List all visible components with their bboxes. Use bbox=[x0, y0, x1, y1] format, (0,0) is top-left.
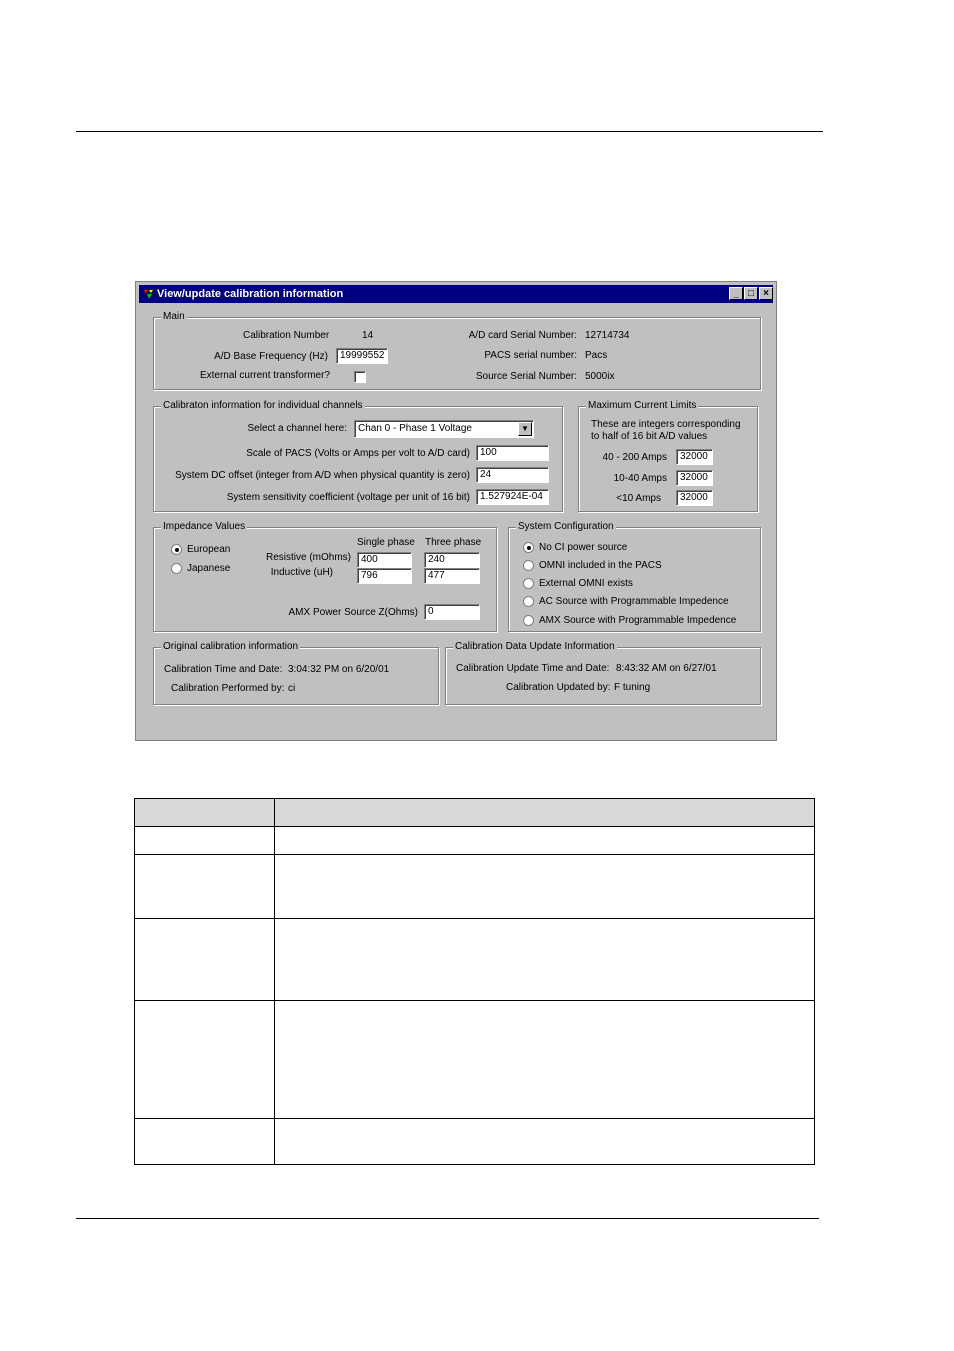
offset-input[interactable]: 24 bbox=[476, 467, 549, 483]
table-cell bbox=[135, 827, 275, 855]
main-group-label: Main bbox=[163, 311, 185, 322]
table-cell bbox=[275, 827, 815, 855]
calibration-dialog bbox=[135, 281, 777, 741]
inductive-label: Inductive (uH) bbox=[270, 567, 333, 578]
table-cell bbox=[135, 855, 275, 919]
calibration-number-value: 14 bbox=[362, 330, 374, 341]
inductive-single-input[interactable]: 796 bbox=[357, 568, 412, 584]
update-information-group bbox=[445, 641, 761, 705]
channel-calibration-group bbox=[153, 400, 563, 512]
table-cell bbox=[135, 919, 275, 1001]
table-header-row bbox=[135, 799, 815, 827]
config-label-ac-source[interactable]: AC Source with Programmable Impedence bbox=[539, 596, 729, 607]
table-row bbox=[135, 827, 815, 855]
app-icon bbox=[143, 289, 154, 300]
sensitivity-input[interactable]: 1.527924E-04 bbox=[476, 489, 549, 505]
inductive-three-input[interactable]: 477 bbox=[424, 568, 480, 584]
limit-input-40-200[interactable]: 32000 bbox=[676, 449, 713, 465]
european-label[interactable]: European bbox=[187, 544, 231, 555]
japanese-label[interactable]: Japanese bbox=[187, 563, 231, 574]
channel-select-value: Chan 0 - Phase 1 Voltage bbox=[358, 423, 472, 434]
table-cell bbox=[275, 1119, 815, 1165]
table-cell bbox=[275, 1001, 815, 1119]
source-serial-label: Source Serial Number: bbox=[475, 371, 577, 382]
table-row bbox=[135, 1001, 815, 1119]
select-channel-label: Select a channel here: bbox=[247, 423, 347, 434]
calibration-number-label: Calibration Number bbox=[243, 330, 330, 341]
external-ct-checkbox[interactable] bbox=[354, 371, 366, 383]
description-table bbox=[134, 798, 815, 1165]
limit-label-10-40: 10-40 Amps bbox=[613, 473, 667, 484]
config-label-no-ci[interactable]: No CI power source bbox=[539, 542, 628, 553]
single-phase-header: Single phase bbox=[357, 537, 415, 548]
table-cell bbox=[275, 799, 815, 827]
update-time-value: 8:43:32 AM on 6/27/01 bbox=[616, 663, 717, 674]
chevron-down-icon[interactable]: ▼ bbox=[518, 422, 532, 436]
table-row bbox=[135, 919, 815, 1001]
close-button[interactable]: × bbox=[759, 287, 773, 300]
title-bar[interactable] bbox=[139, 285, 773, 303]
amx-z-input[interactable]: 0 bbox=[424, 604, 480, 620]
impedance-group bbox=[153, 521, 497, 632]
limit-input-under-10[interactable]: 32000 bbox=[676, 490, 713, 506]
resistive-three-input[interactable]: 240 bbox=[424, 552, 480, 568]
max-current-label: Maximum Current Limits bbox=[588, 400, 697, 411]
max-current-note-1: These are integers corresponding bbox=[591, 419, 741, 430]
table-row bbox=[135, 855, 815, 919]
offset-label: System DC offset (integer from A/D when physical quantity is zero) bbox=[175, 470, 470, 481]
config-radio-no-ci[interactable] bbox=[523, 542, 534, 553]
max-current-group bbox=[578, 400, 758, 512]
max-current-note-2: to half of 16 bit A/D values bbox=[591, 431, 708, 442]
main-group bbox=[153, 311, 761, 390]
table-cell bbox=[275, 855, 815, 919]
resistive-single-input[interactable]: 400 bbox=[357, 552, 412, 568]
original-by-label: Calibration Performed by: bbox=[171, 683, 285, 694]
update-by-value: F tuning bbox=[614, 682, 651, 693]
table-cell bbox=[135, 799, 275, 827]
external-ct-label: External current transformer? bbox=[199, 370, 330, 381]
config-label-omni-included[interactable]: OMNI included in the PACS bbox=[539, 560, 662, 571]
limit-label-under-10: <10 Amps bbox=[616, 493, 661, 504]
system-config-label: System Configuration bbox=[518, 521, 614, 532]
resistive-label: Resistive (mOhms) bbox=[265, 552, 351, 563]
config-label-amx-source[interactable]: AMX Source with Programmable Impedence bbox=[539, 615, 737, 626]
original-time-value: 3:04:32 PM on 6/20/01 bbox=[288, 664, 390, 675]
maximize-button[interactable]: □ bbox=[744, 287, 758, 300]
limit-input-10-40[interactable]: 32000 bbox=[676, 470, 713, 486]
update-group-label: Calibration Data Update Information bbox=[455, 641, 615, 652]
source-serial-value: 5000ix bbox=[585, 371, 615, 382]
pacs-serial-label: PACS serial number: bbox=[484, 350, 577, 361]
three-phase-header: Three phase bbox=[425, 537, 482, 548]
header-rule bbox=[76, 131, 823, 132]
original-calibration-group bbox=[153, 641, 439, 705]
channel-select[interactable] bbox=[354, 420, 534, 438]
european-radio[interactable] bbox=[171, 544, 182, 555]
ad-serial-value: 12714734 bbox=[585, 330, 630, 341]
table-row bbox=[135, 1119, 815, 1165]
original-group-label: Original calibration information bbox=[163, 641, 299, 652]
original-time-label: Calibration Time and Date: bbox=[164, 664, 283, 675]
original-by-value: ci bbox=[288, 683, 296, 694]
limit-label-40-200: 40 - 200 Amps bbox=[602, 452, 667, 463]
ad-serial-label: A/D card Serial Number: bbox=[468, 330, 577, 341]
scale-label: Scale of PACS (Volts or Amps per volt to A/D card) bbox=[246, 448, 470, 459]
minimize-button[interactable]: _ bbox=[729, 287, 743, 300]
pacs-serial-value: Pacs bbox=[585, 350, 608, 361]
channel-group-label: Calibraton information for individual channels bbox=[163, 400, 363, 411]
config-radio-amx-source[interactable] bbox=[523, 615, 534, 626]
footer-rule bbox=[76, 1218, 819, 1219]
config-label-external-omni[interactable]: External OMNI exists bbox=[539, 578, 633, 589]
config-radio-external-omni[interactable] bbox=[523, 578, 534, 589]
table-cell bbox=[275, 919, 815, 1001]
table-cell bbox=[135, 1119, 275, 1165]
config-radio-omni-included[interactable] bbox=[523, 560, 534, 571]
base-frequency-label: A/D Base Frequency (Hz) bbox=[214, 351, 328, 362]
system-config-group bbox=[508, 521, 761, 632]
update-time-label: Calibration Update Time and Date: bbox=[456, 663, 610, 674]
dialog-title: View/update calibration information bbox=[157, 288, 344, 300]
base-frequency-input[interactable]: 19999552 bbox=[336, 348, 388, 364]
impedance-group-label: Impedance Values bbox=[163, 521, 246, 532]
config-radio-ac-source[interactable] bbox=[523, 596, 534, 607]
amx-z-label: AMX Power Source Z(Ohms) bbox=[288, 607, 418, 618]
japanese-radio[interactable] bbox=[171, 563, 182, 574]
update-by-label: Calibration Updated by: bbox=[506, 682, 611, 693]
scale-input[interactable]: 100 bbox=[476, 445, 549, 461]
table-cell bbox=[135, 1001, 275, 1119]
sensitivity-label: System sensitivity coefficient (voltage per unit of 16 bit) bbox=[226, 492, 470, 503]
